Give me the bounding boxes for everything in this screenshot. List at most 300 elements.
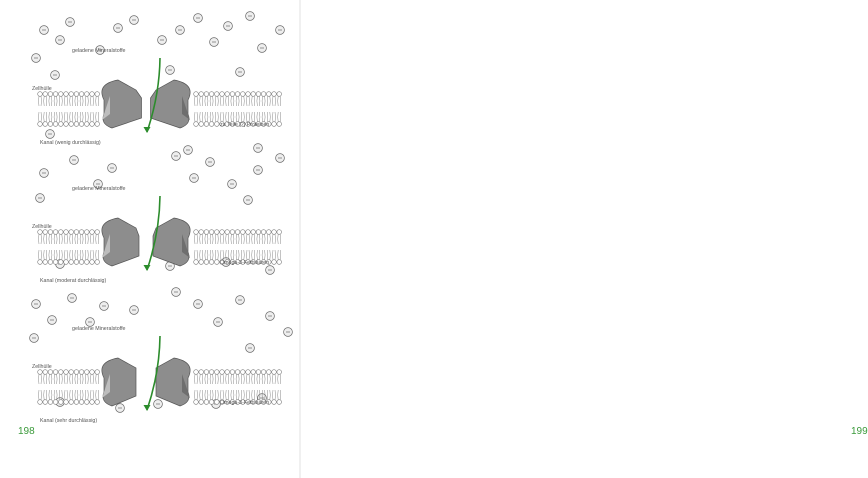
- lipid-head: [272, 122, 277, 127]
- lipid-tail: [257, 96, 260, 106]
- lipid-tail: [49, 374, 52, 384]
- lipid-tail: [236, 390, 239, 400]
- lipid-head: [256, 230, 261, 235]
- lipid-tail: [85, 234, 88, 244]
- lipid-tail: [54, 234, 57, 244]
- lipid-tail: [54, 250, 57, 260]
- lipid-tail: [215, 250, 218, 260]
- lipid-tail: [236, 374, 239, 384]
- lipid-head: [64, 370, 69, 375]
- lipid-tail: [262, 374, 265, 384]
- lipid-tail: [39, 390, 42, 400]
- lipid-tail: [91, 374, 94, 384]
- lipid-head: [48, 230, 53, 235]
- lipid-head: [272, 400, 277, 405]
- lipid-head: [230, 230, 235, 235]
- lipid-head: [95, 92, 100, 97]
- lipid-tail: [59, 112, 62, 122]
- lipid-tail: [247, 96, 250, 106]
- lipid-head: [235, 370, 240, 375]
- lipid-tail: [278, 374, 281, 384]
- lipid-head: [95, 370, 100, 375]
- lipid-head: [215, 122, 220, 127]
- lipid-head: [38, 122, 43, 127]
- arrowhead-icon: [144, 265, 151, 271]
- lipid-tail: [65, 374, 68, 384]
- lipid-head: [251, 92, 256, 97]
- lipid-head: [43, 92, 48, 97]
- lipid-tail: [80, 390, 83, 400]
- lipid-tail: [39, 96, 42, 106]
- lipid-head: [69, 122, 74, 127]
- lipid-head: [277, 92, 282, 97]
- page-number-left: 198: [18, 426, 35, 437]
- lipid-head: [74, 230, 79, 235]
- lipid-tail: [210, 250, 213, 260]
- lipid-tail: [226, 234, 229, 244]
- lipid-head: [38, 92, 43, 97]
- lipid-tail: [85, 390, 88, 400]
- lipid-head: [64, 122, 69, 127]
- lipid-tail: [262, 250, 265, 260]
- lipid-head: [95, 230, 100, 235]
- lipid-head: [59, 122, 64, 127]
- lipid-tail: [262, 96, 265, 106]
- lipid-tail: [39, 250, 42, 260]
- lipid-tail: [59, 374, 62, 384]
- lipid-tail: [195, 234, 198, 244]
- lipid-tail: [267, 250, 270, 260]
- lipid-tail: [70, 112, 73, 122]
- lipid-tail: [70, 234, 73, 244]
- lipid-head: [225, 370, 230, 375]
- lipid-tail: [278, 96, 281, 106]
- lipid-tail: [39, 112, 42, 122]
- lipid-head: [194, 400, 199, 405]
- lipid-tail: [200, 374, 203, 384]
- lipid-tail: [215, 112, 218, 122]
- lipid-head: [74, 260, 79, 265]
- lipid-tail: [236, 250, 239, 260]
- lipid-tail: [205, 390, 208, 400]
- lipid-tail: [70, 374, 73, 384]
- lipid-tail: [252, 250, 255, 260]
- lipid-tail: [96, 96, 99, 106]
- lipid-tail: [236, 96, 239, 106]
- lipid-tail: [80, 250, 83, 260]
- lipid-tail: [226, 374, 229, 384]
- lipid-head: [277, 370, 282, 375]
- lipid-head: [64, 92, 69, 97]
- lipid-tail: [75, 96, 78, 106]
- channel-protein-left: [102, 358, 136, 406]
- lipid-tail: [39, 374, 42, 384]
- lipid-head: [38, 400, 43, 405]
- lipid-head: [230, 92, 235, 97]
- lipid-tail: [195, 250, 198, 260]
- lipid-head: [79, 122, 84, 127]
- lipid-tail: [215, 96, 218, 106]
- lipid-tail: [226, 390, 229, 400]
- lipid-head: [272, 260, 277, 265]
- lipid-tail: [215, 374, 218, 384]
- lipid-head: [53, 230, 58, 235]
- lipid-head: [194, 92, 199, 97]
- lipid-tail: [195, 374, 198, 384]
- lipid-tail: [273, 112, 276, 122]
- lipid-tail: [215, 390, 218, 400]
- lipid-tail: [236, 234, 239, 244]
- lipid-tail: [247, 390, 250, 400]
- lipid-head: [215, 370, 220, 375]
- lipid-head: [204, 92, 209, 97]
- lipid-head: [272, 92, 277, 97]
- lipid-tail: [44, 112, 47, 122]
- lipid-head: [43, 230, 48, 235]
- lipid-tail: [85, 96, 88, 106]
- lipid-tail: [96, 374, 99, 384]
- lipid-tail: [75, 390, 78, 400]
- lipid-head: [209, 370, 214, 375]
- right-page: [300, 0, 868, 478]
- lipid-tail: [221, 250, 224, 260]
- lipid-tail: [267, 234, 270, 244]
- lipid-tail: [231, 112, 234, 122]
- lipid-tail: [96, 390, 99, 400]
- lipid-tail: [226, 96, 229, 106]
- lipid-tail: [247, 250, 250, 260]
- lipid-tail: [278, 112, 281, 122]
- lipid-head: [209, 92, 214, 97]
- lipid-tail: [44, 96, 47, 106]
- lipid-tail: [65, 96, 68, 106]
- lipid-head: [79, 370, 84, 375]
- lipid-head: [69, 230, 74, 235]
- lipid-head: [64, 400, 69, 405]
- lipid-head: [69, 400, 74, 405]
- lipid-tail: [44, 390, 47, 400]
- lipid-tail: [273, 96, 276, 106]
- lipid-head: [74, 370, 79, 375]
- lipid-head: [69, 92, 74, 97]
- lipid-tail: [96, 234, 99, 244]
- lipid-head: [85, 122, 90, 127]
- figure-label-membrane: Zellhülle: [32, 86, 52, 92]
- lipid-head: [272, 370, 277, 375]
- lipid-head: [85, 400, 90, 405]
- lipid-head: [64, 260, 69, 265]
- figure-label-right: Omega-3-Fettsäuren: [220, 400, 270, 406]
- lipid-head: [194, 230, 199, 235]
- lipid-head: [235, 230, 240, 235]
- lipid-tail: [205, 96, 208, 106]
- lipid-tail: [278, 390, 281, 400]
- lipid-tail: [205, 250, 208, 260]
- lipid-head: [277, 260, 282, 265]
- lipid-tail: [205, 112, 208, 122]
- figure-label-bottom: Kanal (moderat durchlässig): [40, 278, 107, 284]
- lipid-head: [220, 370, 225, 375]
- lipid-head: [43, 370, 48, 375]
- lipid-head: [79, 260, 84, 265]
- lipid-tail: [80, 96, 83, 106]
- lipid-head: [241, 370, 246, 375]
- lipid-head: [74, 400, 79, 405]
- lipid-head: [215, 260, 220, 265]
- lipid-head: [69, 260, 74, 265]
- lipid-head: [204, 122, 209, 127]
- lipid-head: [215, 230, 220, 235]
- lipid-tail: [59, 234, 62, 244]
- lipid-tail: [221, 112, 224, 122]
- lipid-head: [204, 230, 209, 235]
- lipid-tail: [49, 96, 52, 106]
- lipid-head: [48, 370, 53, 375]
- lipid-head: [235, 92, 240, 97]
- lipid-tail: [96, 112, 99, 122]
- lipid-head: [209, 230, 214, 235]
- lipid-tail: [241, 374, 244, 384]
- lipid-tail: [215, 234, 218, 244]
- lipid-tail: [65, 112, 68, 122]
- lipid-tail: [91, 234, 94, 244]
- lipid-tail: [75, 112, 78, 122]
- lipid-tail: [273, 234, 276, 244]
- lipid-tail: [65, 390, 68, 400]
- lipid-head: [59, 370, 64, 375]
- figure-label-right: Omega-3-Fettsäuren: [220, 260, 270, 266]
- lipid-tail: [257, 234, 260, 244]
- lipid-head: [43, 400, 48, 405]
- lipid-head: [230, 370, 235, 375]
- lipid-head: [95, 400, 100, 405]
- lipid-tail: [236, 112, 239, 122]
- lipid-head: [199, 400, 204, 405]
- lipid-head: [48, 92, 53, 97]
- lipid-tail: [210, 234, 213, 244]
- lipid-head: [194, 122, 199, 127]
- lipid-tail: [70, 96, 73, 106]
- lipid-tail: [241, 250, 244, 260]
- lipid-tail: [200, 250, 203, 260]
- lipid-head: [267, 230, 272, 235]
- lipid-tail: [49, 234, 52, 244]
- lipid-head: [59, 92, 64, 97]
- arrowhead-icon: [144, 405, 151, 411]
- lipid-head: [64, 230, 69, 235]
- lipid-tail: [278, 234, 281, 244]
- lipid-tail: [54, 390, 57, 400]
- lipid-tail: [231, 390, 234, 400]
- lipid-tail: [200, 96, 203, 106]
- lipid-head: [95, 260, 100, 265]
- lipid-tail: [273, 250, 276, 260]
- lipid-tail: [91, 390, 94, 400]
- lipid-head: [48, 260, 53, 265]
- lipid-head: [225, 230, 230, 235]
- lipid-tail: [54, 112, 57, 122]
- lipid-head: [261, 230, 266, 235]
- lipid-tail: [257, 112, 260, 122]
- lipid-tail: [252, 112, 255, 122]
- lipid-head: [43, 122, 48, 127]
- lipid-tail: [221, 96, 224, 106]
- lipid-tail: [262, 112, 265, 122]
- lipid-tail: [54, 96, 57, 106]
- lipid-head: [199, 260, 204, 265]
- lipid-head: [267, 92, 272, 97]
- lipid-tail: [241, 96, 244, 106]
- lipid-tail: [241, 112, 244, 122]
- lipid-head: [204, 370, 209, 375]
- lipid-head: [251, 230, 256, 235]
- lipid-tail: [257, 250, 260, 260]
- lipid-tail: [205, 234, 208, 244]
- lipid-head: [85, 260, 90, 265]
- lipid-tail: [241, 234, 244, 244]
- lipid-head: [85, 92, 90, 97]
- lipid-head: [90, 92, 95, 97]
- lipid-tail: [200, 234, 203, 244]
- lipid-head: [38, 260, 43, 265]
- lipid-tail: [221, 374, 224, 384]
- lipid-head: [90, 122, 95, 127]
- lipid-tail: [49, 250, 52, 260]
- lipid-head: [199, 92, 204, 97]
- lipid-tail: [210, 374, 213, 384]
- lipid-head: [90, 400, 95, 405]
- lipid-head: [194, 260, 199, 265]
- lipid-tail: [231, 250, 234, 260]
- lipid-head: [199, 230, 204, 235]
- arrowhead-icon: [144, 127, 151, 133]
- lipid-head: [209, 260, 214, 265]
- lipid-tail: [200, 390, 203, 400]
- lipid-head: [59, 230, 64, 235]
- lipid-head: [43, 260, 48, 265]
- lipid-head: [90, 260, 95, 265]
- lipid-tail: [96, 250, 99, 260]
- lipid-tail: [39, 234, 42, 244]
- lipid-head: [48, 122, 53, 127]
- lipid-head: [272, 230, 277, 235]
- lipid-head: [220, 92, 225, 97]
- lipid-tail: [252, 234, 255, 244]
- lipid-tail: [195, 390, 198, 400]
- lipid-tail: [49, 112, 52, 122]
- lipid-tail: [44, 250, 47, 260]
- lipid-tail: [54, 374, 57, 384]
- figure-label-membrane: Zellhülle: [32, 224, 52, 230]
- lipid-head: [256, 92, 261, 97]
- lipid-head: [53, 400, 58, 405]
- lipid-tail: [252, 96, 255, 106]
- lipid-tail: [273, 390, 276, 400]
- lipid-tail: [85, 250, 88, 260]
- lipid-head: [204, 260, 209, 265]
- lipid-tail: [80, 112, 83, 122]
- lipid-tail: [80, 234, 83, 244]
- lipid-head: [85, 230, 90, 235]
- lipid-tail: [247, 234, 250, 244]
- lipid-tail: [210, 112, 213, 122]
- lipid-head: [267, 370, 272, 375]
- lipid-tail: [210, 96, 213, 106]
- lipid-head: [199, 122, 204, 127]
- lipid-head: [251, 370, 256, 375]
- lipid-head: [277, 230, 282, 235]
- lipid-tail: [91, 96, 94, 106]
- lipid-tail: [231, 96, 234, 106]
- lipid-head: [246, 370, 251, 375]
- lipid-head: [38, 230, 43, 235]
- lipid-head: [194, 370, 199, 375]
- lipid-tail: [85, 374, 88, 384]
- lipid-tail: [262, 234, 265, 244]
- figure-label-right: zu Teile [?] Proteinen: [220, 122, 270, 128]
- lipid-head: [209, 122, 214, 127]
- page-number-right: 199: [851, 426, 868, 437]
- lipid-head: [215, 400, 220, 405]
- lipid-head: [220, 230, 225, 235]
- channel-protein-right: [156, 358, 190, 406]
- lipid-tail: [257, 374, 260, 384]
- lipid-tail: [252, 374, 255, 384]
- lipid-head: [246, 92, 251, 97]
- lipid-head: [241, 230, 246, 235]
- lipid-tail: [210, 390, 213, 400]
- lipid-head: [225, 92, 230, 97]
- lipid-head: [53, 122, 58, 127]
- lipid-tail: [231, 234, 234, 244]
- lipid-tail: [226, 112, 229, 122]
- lipid-head: [277, 400, 282, 405]
- lipid-head: [215, 92, 220, 97]
- lipid-tail: [75, 374, 78, 384]
- lipid-head: [74, 122, 79, 127]
- lipid-tail: [59, 96, 62, 106]
- lipid-head: [74, 92, 79, 97]
- lipid-head: [246, 230, 251, 235]
- lipid-tail: [44, 374, 47, 384]
- lipid-head: [209, 400, 214, 405]
- lipid-head: [59, 260, 64, 265]
- lipid-tail: [267, 112, 270, 122]
- lipid-tail: [273, 374, 276, 384]
- lipid-tail: [65, 234, 68, 244]
- lipid-head: [48, 400, 53, 405]
- lipid-head: [261, 92, 266, 97]
- lipid-tail: [75, 250, 78, 260]
- lipid-tail: [70, 390, 73, 400]
- lipid-tail: [44, 234, 47, 244]
- lipid-head: [69, 370, 74, 375]
- lipid-tail: [247, 374, 250, 384]
- figure-label-top: geladene Mineralstoffe: [72, 48, 126, 54]
- lipid-tail: [221, 390, 224, 400]
- lipid-tail: [75, 234, 78, 244]
- lipid-tail: [70, 250, 73, 260]
- lipid-tail: [267, 374, 270, 384]
- lipid-head: [79, 230, 84, 235]
- lipid-head: [241, 92, 246, 97]
- lipid-head: [79, 92, 84, 97]
- lipid-tail: [80, 374, 83, 384]
- lipid-tail: [195, 112, 198, 122]
- lipid-tail: [252, 390, 255, 400]
- lipid-head: [277, 122, 282, 127]
- lipid-tail: [49, 390, 52, 400]
